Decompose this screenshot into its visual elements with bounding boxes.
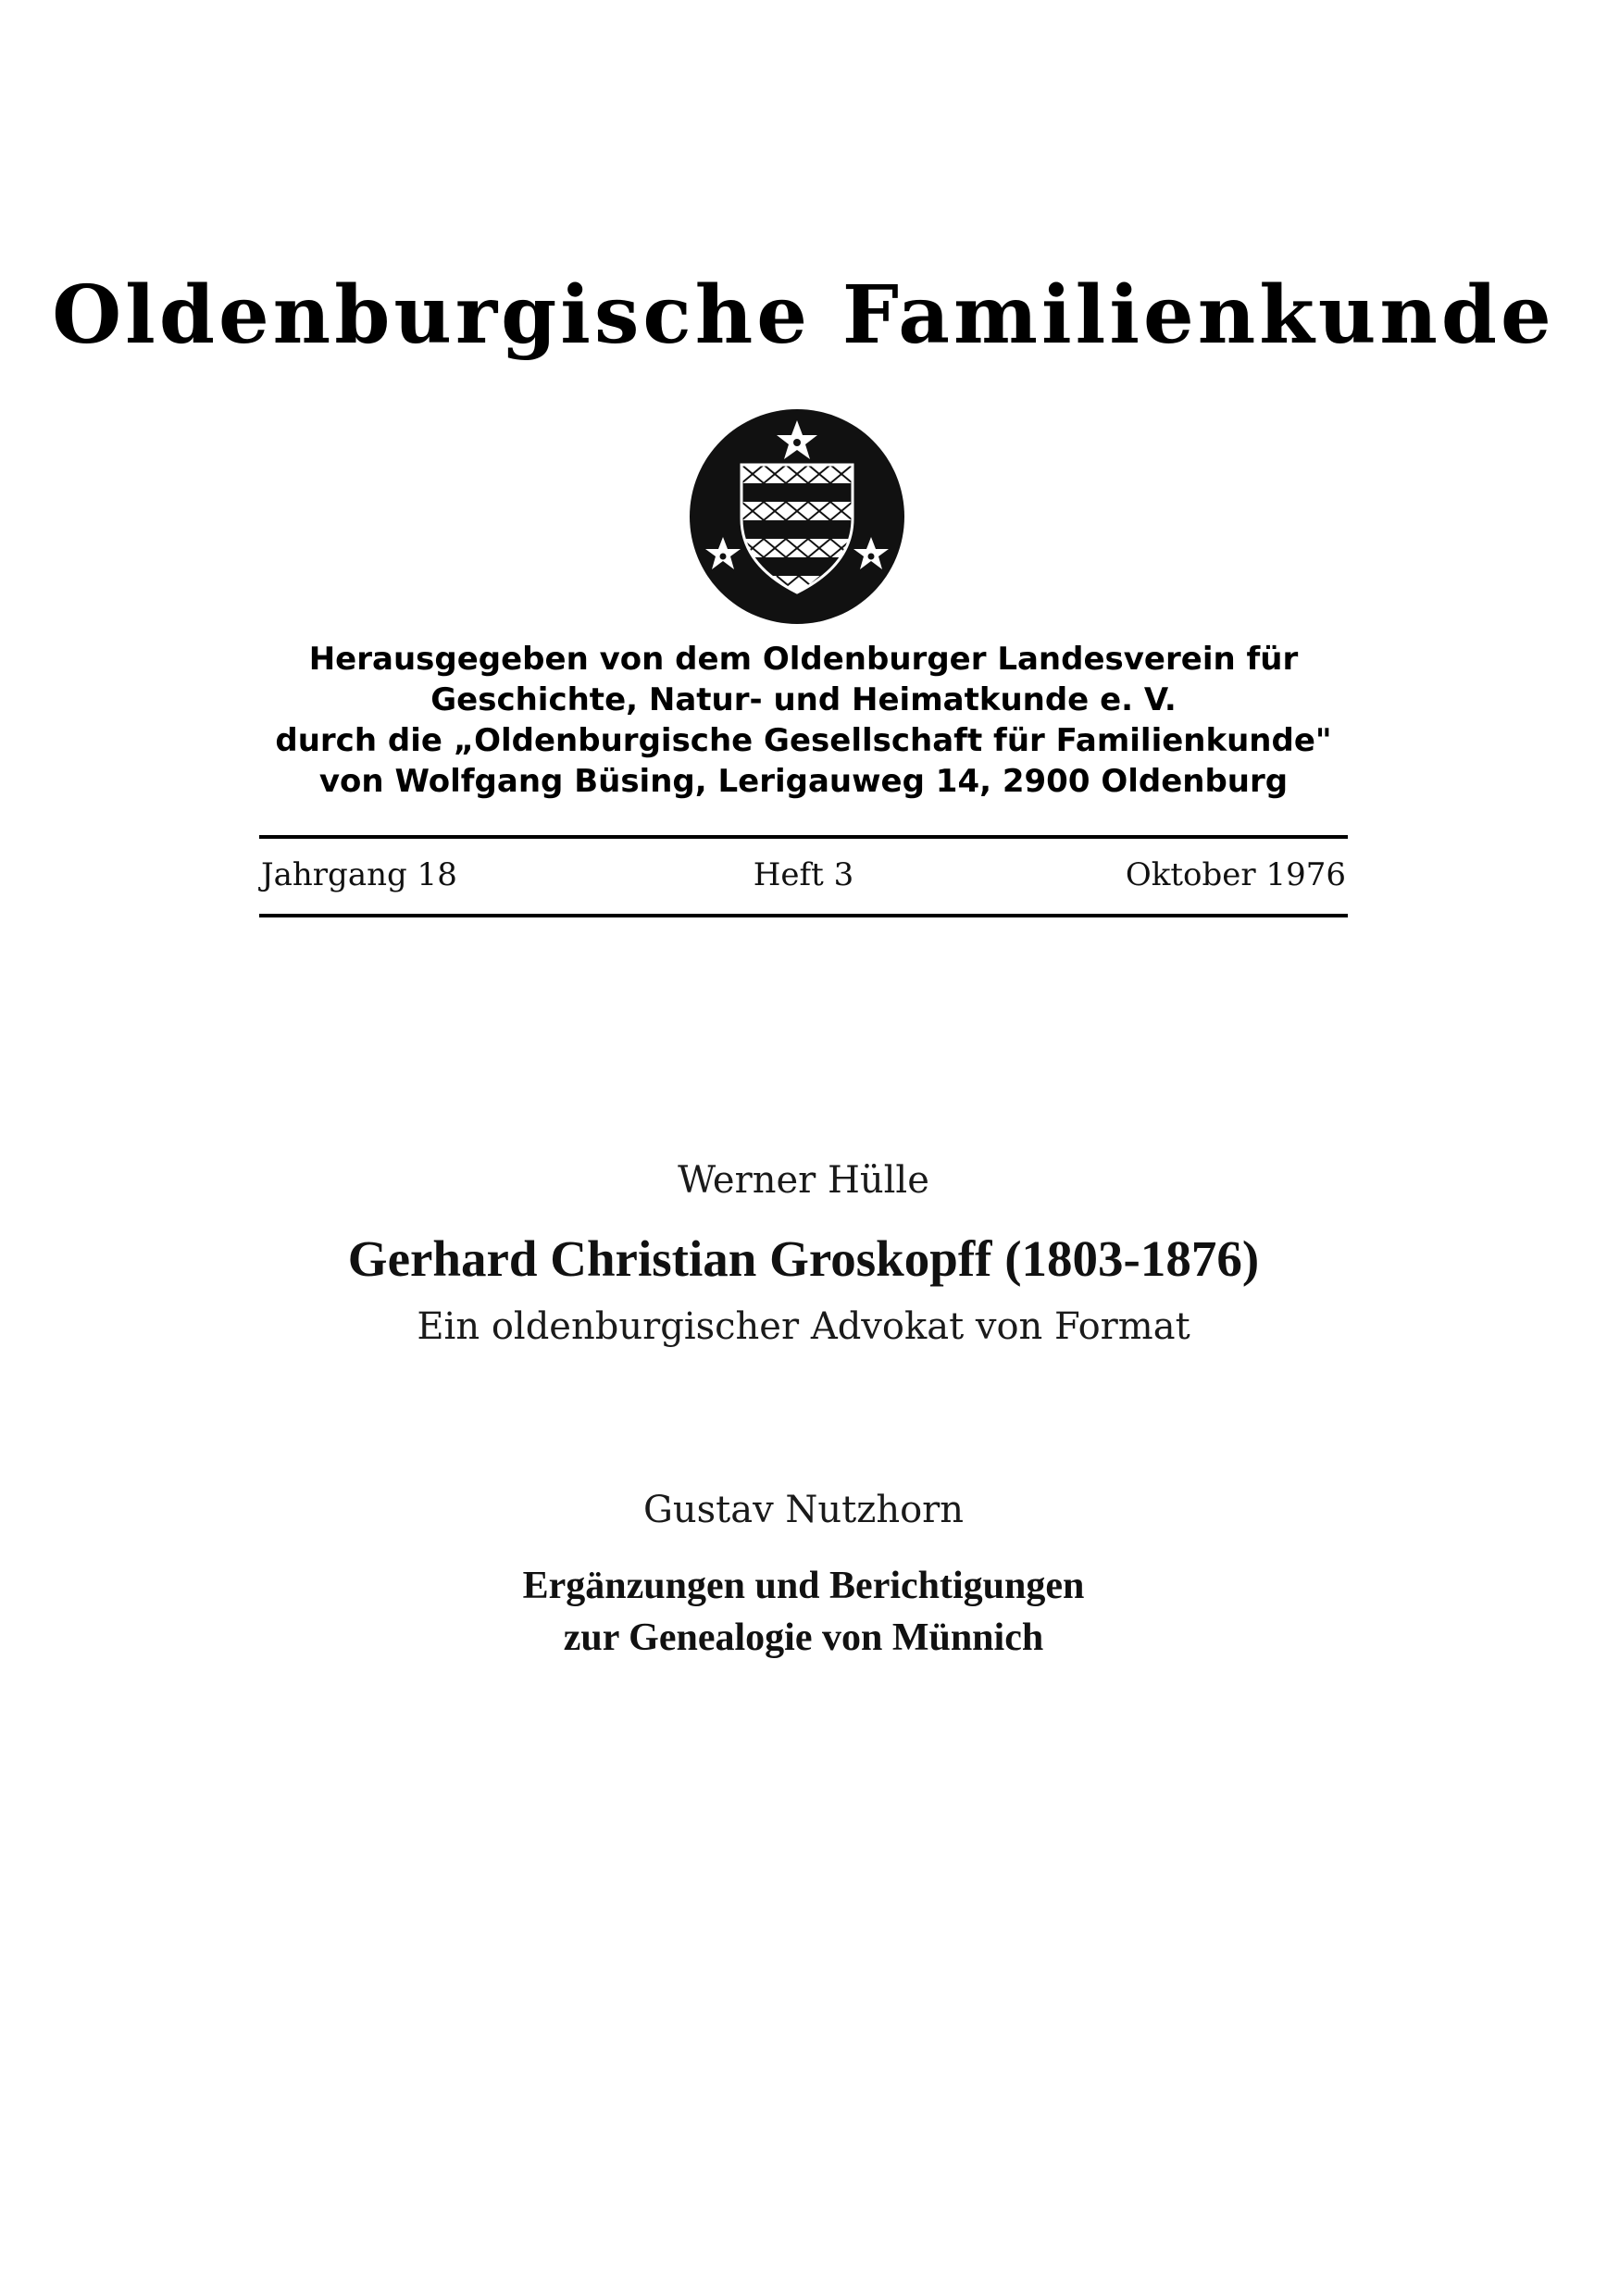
article-title: zur Genealogie von Münnich	[563, 1616, 1044, 1659]
publisher-line: von Wolfgang Büsing, Lerigauweg 14, 2900 Oldenburg	[318, 763, 1289, 800]
article-title: Ergänzungen und Berichtigungen	[522, 1565, 1085, 1607]
issue-date: Oktober 1976	[1125, 856, 1346, 893]
article-author: Werner Hülle	[678, 1159, 929, 1202]
volume-label: Jahrgang 18	[261, 856, 457, 893]
publisher-line: Geschichte, Natur- und Heimatkunde e. V.	[430, 681, 1177, 718]
publisher-line: durch die „Oldenburgische Gesellschaft für Familienkunde"	[275, 722, 1332, 759]
article-author: Gustav Nutzhorn	[642, 1489, 965, 1531]
issue-number: Heft 3	[753, 856, 854, 893]
article-subtitle: Ein oldenburgischer Advokat von Format	[417, 1305, 1190, 1348]
masthead-title: Oldenburgische Familienkunde	[52, 268, 1555, 362]
bottom-rule	[259, 914, 1348, 917]
top-rule	[259, 835, 1348, 839]
publisher-block	[0, 639, 1607, 802]
article-title: Gerhard Christian Groskopff (1803-1876)	[347, 1230, 1260, 1287]
publisher-line: Herausgegeben von dem Oldenburger Landesverein für	[308, 641, 1299, 678]
coat-of-arms-icon	[688, 407, 906, 626]
